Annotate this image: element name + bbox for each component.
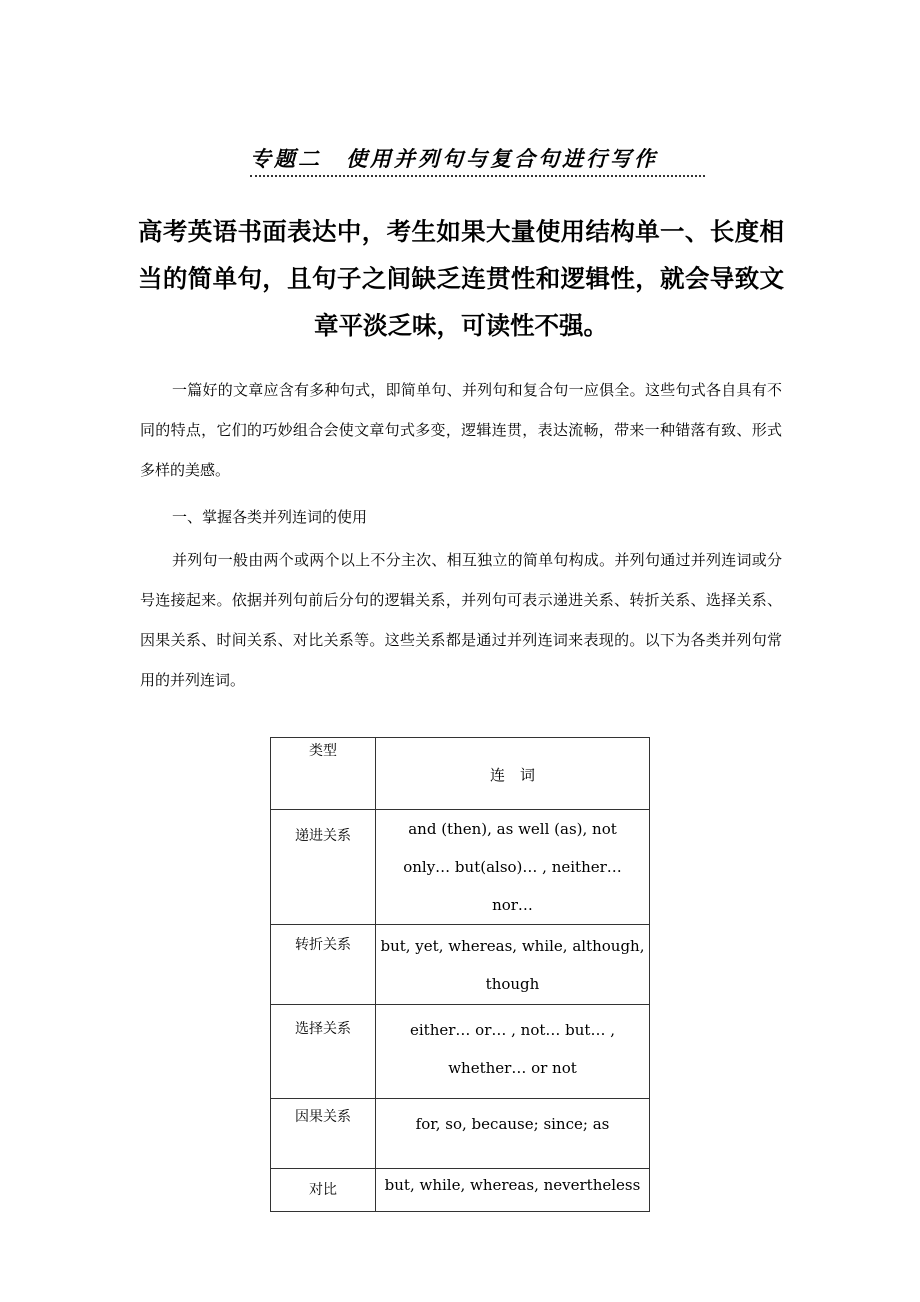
row-words: and (then), as well (as), not only… but(also)… , neither… nor…	[376, 810, 650, 925]
table-header-row	[271, 738, 650, 810]
document-title: 专题二 使用并列句与复合句进行写作	[250, 143, 705, 177]
row-type: 转折关系	[271, 925, 376, 1005]
section-heading: 一、掌握各类并列连词的使用	[172, 508, 368, 526]
table-row	[271, 1099, 650, 1169]
row-type: 对比	[271, 1169, 376, 1212]
table-row	[271, 925, 650, 1005]
row-words: but, yet, whereas, while, although, though	[376, 925, 650, 1005]
row-type: 因果关系	[271, 1099, 376, 1169]
header-type: 类型	[271, 738, 376, 810]
table-row	[271, 1005, 650, 1099]
body-paragraph: 并列句一般由两个或两个以上不分主次、相互独立的简单句构成。并列句通过并列连词或分号连接起来。依据并列句前后分句的逻辑关系，并列句可表示递进关系、转折关系、选择关系、因果关系、时间关系、对比关系等。这些关系都是通过并列连词来表现的。以下为各类并列句常用的并列连词。	[140, 551, 782, 689]
lead-paragraph: 高考英语书面表达中，考生如果大量使用结构单一、长度相当的简单句，且句子之间缺乏连贯性和逻辑性，就会导致文章平淡乏味，可读性不强。	[138, 217, 784, 340]
row-words: but, while, whereas, nevertheless	[376, 1169, 650, 1212]
table-row	[271, 1169, 650, 1212]
table-row	[271, 810, 650, 925]
row-type: 选择关系	[271, 1005, 376, 1099]
row-type: 递进关系	[271, 810, 376, 925]
conjunction-table	[270, 737, 650, 1212]
intro-paragraph: 一篇好的文章应含有多种句式，即简单句、并列句和复合句一应俱全。这些句式各自具有不同的特点，它们的巧妙组合会使文章句式多变，逻辑连贯，表达流畅，带来一种错落有致、形式多样的美感。	[140, 381, 782, 479]
header-words: 连 词	[376, 738, 650, 810]
row-words: either… or… , not… but… , whether… or not	[376, 1005, 650, 1099]
row-words: for, so, because; since; as	[376, 1099, 650, 1169]
